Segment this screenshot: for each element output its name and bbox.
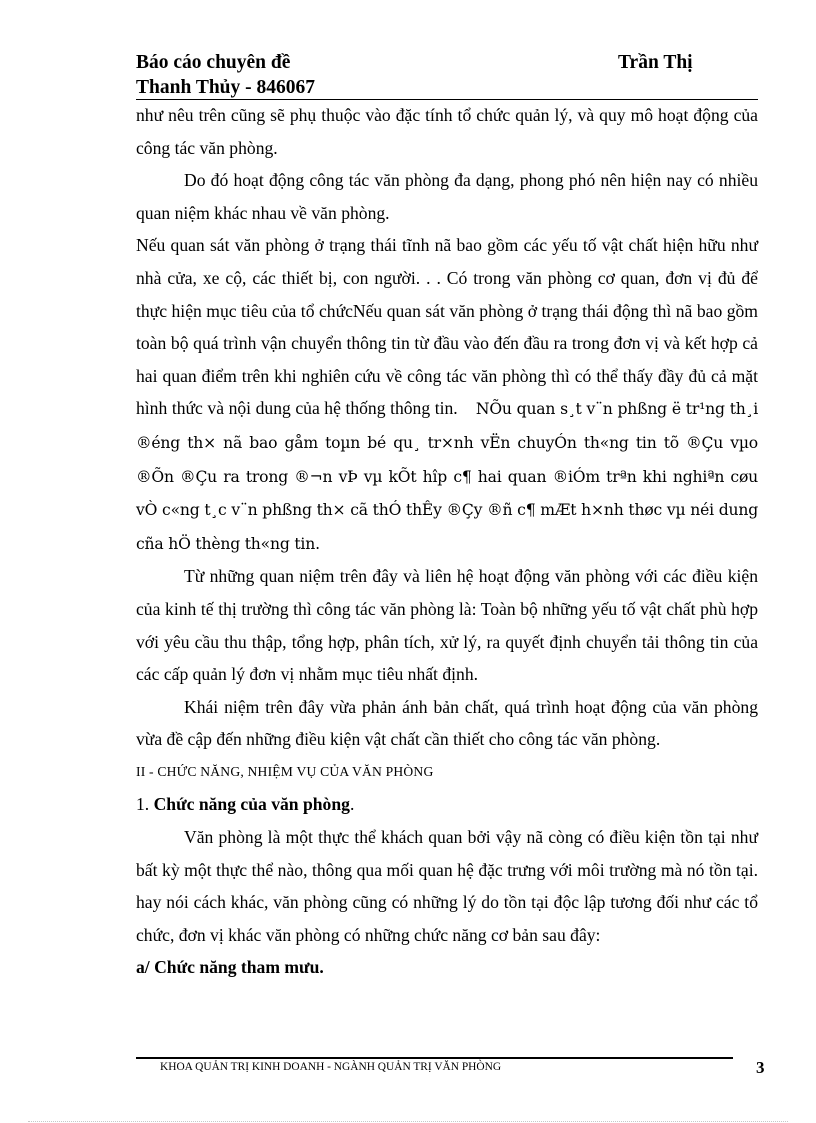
- sub-heading: [136, 788, 758, 821]
- footer-text: KHOA QUẢN TRỊ KINH DOANH - NGÀNH QUẢN TRỊ VĂN PHÒNG: [160, 1061, 502, 1073]
- document-body: [136, 99, 758, 984]
- paragraph-text: Nếu quan sát văn phòng ở trạng thái tĩnh nã bao gồm các yếu tố vật chất hiện hữu như nhà cửa, xe cộ, các thiết bị, con người. . . Có trong văn phòng cơ quan, đơn vị đủ để thực hiện mục tiêu của tổ chứcNếu quan sát văn phòng ở trạng thái động thì nã bao gồm toàn bộ quá trình vận chuyển thông tin từ đầu vào đến đầu ra trong đơn vị và kết hợp cả hai quan điểm trên khi nghiên cứu về công tác văn phòng thì có thể thấy đầy đủ cả mặt hình thức và nội dung của hệ thống thông tin.: [136, 235, 758, 419]
- page-bottom-edge: [28, 1121, 788, 1122]
- section-heading: II - CHỨC NĂNG, NHIỆM VỤ CỦA VĂN PHÒNG: [136, 763, 434, 779]
- sub-heading-period: .: [349, 794, 355, 815]
- sub-heading-text: Chức năng của văn phòng: [153, 794, 350, 815]
- paragraph: Từ những quan niệm trên đây và liên hệ hoạt động văn phòng với các điều kiện của kinh tế thị trường thì công tác văn phòng là: Toàn bộ những yếu tố vật chất phù hợp với yêu cầu thu thập, tổng hợp, phân tích, xử lý, ra quyết định chuyển tải thông tin của các cấp quản lý đơn vị nhằm mục tiêu nhất định.: [136, 566, 758, 685]
- header-author: Trần Thị: [618, 52, 693, 73]
- paragraph: Do đó hoạt động công tác văn phòng đa dạng, phong phó nên hiện nay có nhiều quan niệm khác nhau về văn phòng.: [136, 170, 758, 223]
- paragraph: như nêu trên cũng sẽ phụ thuộc vào đặc tính tổ chức quản lý, và quy mô hoạt động của công tác văn phòng.: [136, 105, 758, 158]
- footer-divider: [136, 1057, 733, 1059]
- paragraph: Khái niệm trên đây vừa phản ánh bản chất, quá trình hoạt động của văn phòng vừa đề cập đến những điều kiện vật chất cần thiết cho công tác văn phòng.: [136, 696, 758, 750]
- header-author-line2: Thanh Thủy - 846067: [136, 77, 316, 98]
- paragraph: Văn phòng là một thực thể khách quan bởi vậy nã còng có điều kiện tồn tại như bất kỳ một thực thể nào, thông qua mối quan hệ đặc trưng với môi trường mà nó tồn tại. hay nói cách khác, văn phòng cũng có những lý do tồn tại độc lập tương đối như các tổ chức, đơn vị khác văn phòng có những chức năng cơ bản sau đây:: [136, 827, 758, 945]
- sub-sub-heading: a/ Chức năng tham mưu.: [136, 957, 324, 978]
- header-title: Báo cáo chuyên đề: [136, 52, 291, 73]
- page-number: 3: [756, 1058, 765, 1077]
- legacy-encoded-text: NÕu quan s¸t v¨n phßng ë tr¹ng th¸i ®éng th× nã bao gåm toµn bé qu¸ tr×nh vËn chuyÓn th«ng tin tõ ®Çu vµo ®Õn ®Çu ra trong ®¬n vÞ vµ kÕt hîp c¶ hai quan ®iÓm trªn khi nghiªn cøu vÒ c«ng t¸c v¨n phßng th× cã thÓ thÊy ®Çy ®ñ c¶ mÆt h×nh thøc vµ néi dung cña hÖ thèng th«ng tin.: [136, 400, 758, 553]
- paragraph: [136, 229, 758, 560]
- sub-heading-number: 1.: [136, 794, 154, 815]
